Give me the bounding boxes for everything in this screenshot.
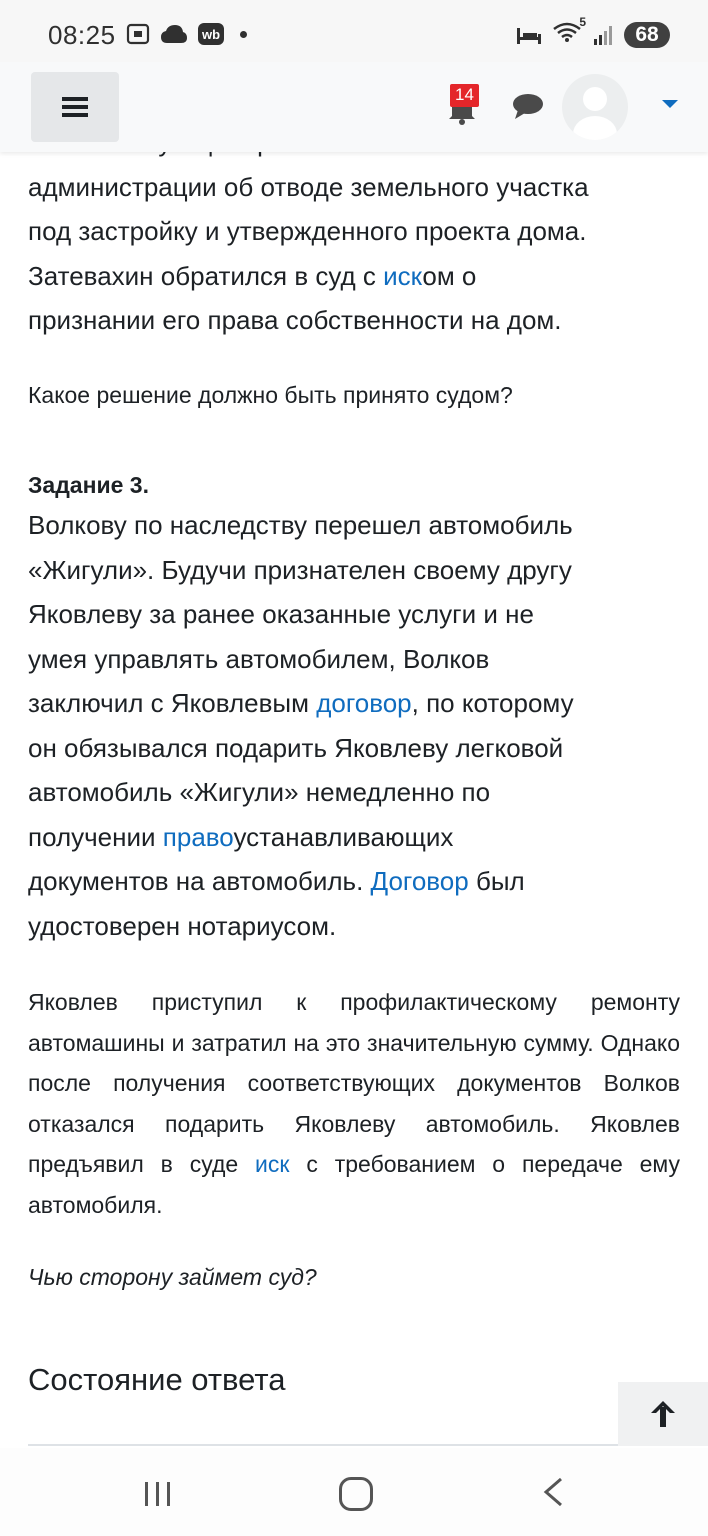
notifications-button[interactable] xyxy=(446,84,482,128)
para1-line-4-pre: Затевахин обратился в суд с xyxy=(28,260,384,291)
task3-line-8-post: устанавливающих xyxy=(233,821,454,852)
task3-line-7: автомобиль «Жигули» немедленно по xyxy=(28,777,491,807)
para1-line-5: признании его права собственности на дом. xyxy=(28,305,562,335)
notification-dot xyxy=(240,31,247,38)
task3-line-5-pre: заключил с Яковлевым xyxy=(28,688,317,718)
wb-app-icon: wb xyxy=(198,23,224,45)
battery-icon: 68 xyxy=(624,22,670,48)
task3-line-9-post: был xyxy=(468,866,525,896)
screenshot-icon xyxy=(126,22,150,46)
wifi-indicator xyxy=(552,15,586,48)
user-menu-caret-icon[interactable] xyxy=(662,100,678,108)
task-3-heading: Задание 3. xyxy=(28,472,149,498)
glossary-link-dogovor-2[interactable]: Договор xyxy=(370,866,469,896)
bed-icon xyxy=(516,24,542,46)
hamburger-icon xyxy=(61,96,89,118)
task-3 xyxy=(28,465,680,948)
task3-line-3: Яковлеву за ранее оказанные услуги и не xyxy=(28,599,534,629)
user-silhouette-icon xyxy=(562,74,628,140)
task3-line-2: «Жигули». Будучи признателен своему другу xyxy=(28,554,572,585)
wifi-icon xyxy=(552,21,582,43)
para3-post: с требованием о передаче ему автомобиля. xyxy=(28,1151,680,1218)
glossary-link-dogovor[interactable]: договор xyxy=(316,688,412,718)
notification-count-badge: 14 xyxy=(450,84,479,107)
task3-line-10: удостоверен нотариусом. xyxy=(28,910,337,941)
glossary-link-isk-2[interactable]: иск xyxy=(255,1151,290,1177)
task-3-text xyxy=(28,503,680,948)
para1-line-4-post: ом о xyxy=(422,260,477,291)
messages-icon[interactable] xyxy=(512,92,544,120)
answer-status-heading: Состояние ответа xyxy=(28,1361,286,1397)
wifi-label: 5 xyxy=(579,15,586,29)
arrow-up-icon xyxy=(649,1399,677,1429)
para1-line-3: под застройку и утвержденного проекта дома. xyxy=(28,216,587,246)
task3-line-1: Волкову по наследству перешел автомобиль xyxy=(28,510,573,540)
divider xyxy=(28,1444,618,1446)
status-icons-left xyxy=(126,22,247,46)
task3-line-4: умея управлять автомобилем, Волков xyxy=(28,643,490,674)
signal-icon xyxy=(592,24,614,46)
paragraph-1 xyxy=(28,120,680,343)
home-icon[interactable] xyxy=(339,1477,373,1511)
question-2: Чью сторону займет суд? xyxy=(28,1264,317,1290)
task3-line-8-pre: получении xyxy=(28,821,163,852)
para3-pre: Яковлев приступил к профилактическому ремонту автомашины и затратил на это значительную сумму. Однако после получения соответствующих документов Волков отказался подарить Яковлеву автомобиль. Яковлев предъявил в суде xyxy=(28,989,680,1177)
system-nav-bar xyxy=(0,1448,708,1536)
task3-line-5-post: , по которому xyxy=(411,688,574,718)
status-bar xyxy=(0,0,708,62)
back-to-top-button[interactable] xyxy=(618,1382,708,1446)
status-time: 08:25 xyxy=(48,20,116,50)
question-1: Какое решение должно быть принято судом? xyxy=(28,381,513,408)
user-avatar[interactable] xyxy=(562,74,628,140)
question-text xyxy=(28,120,680,1400)
paragraph-3 xyxy=(28,982,680,1225)
glossary-link-pravo[interactable]: право xyxy=(162,821,234,852)
para1-line-2: администрации об отводе земельного участка xyxy=(28,171,589,202)
back-icon[interactable] xyxy=(540,1476,566,1508)
menu-button[interactable] xyxy=(31,72,119,142)
task3-line-9-pre: документов на автомобиль. xyxy=(28,866,371,896)
app-navbar xyxy=(0,62,708,152)
status-icons-right xyxy=(516,15,670,48)
cloud-icon xyxy=(160,23,188,45)
glossary-link-isk[interactable]: иск xyxy=(383,260,423,291)
recent-apps-icon[interactable] xyxy=(143,1480,173,1508)
task3-line-6: он обязывался подарить Яковлеву легковой xyxy=(28,732,564,763)
